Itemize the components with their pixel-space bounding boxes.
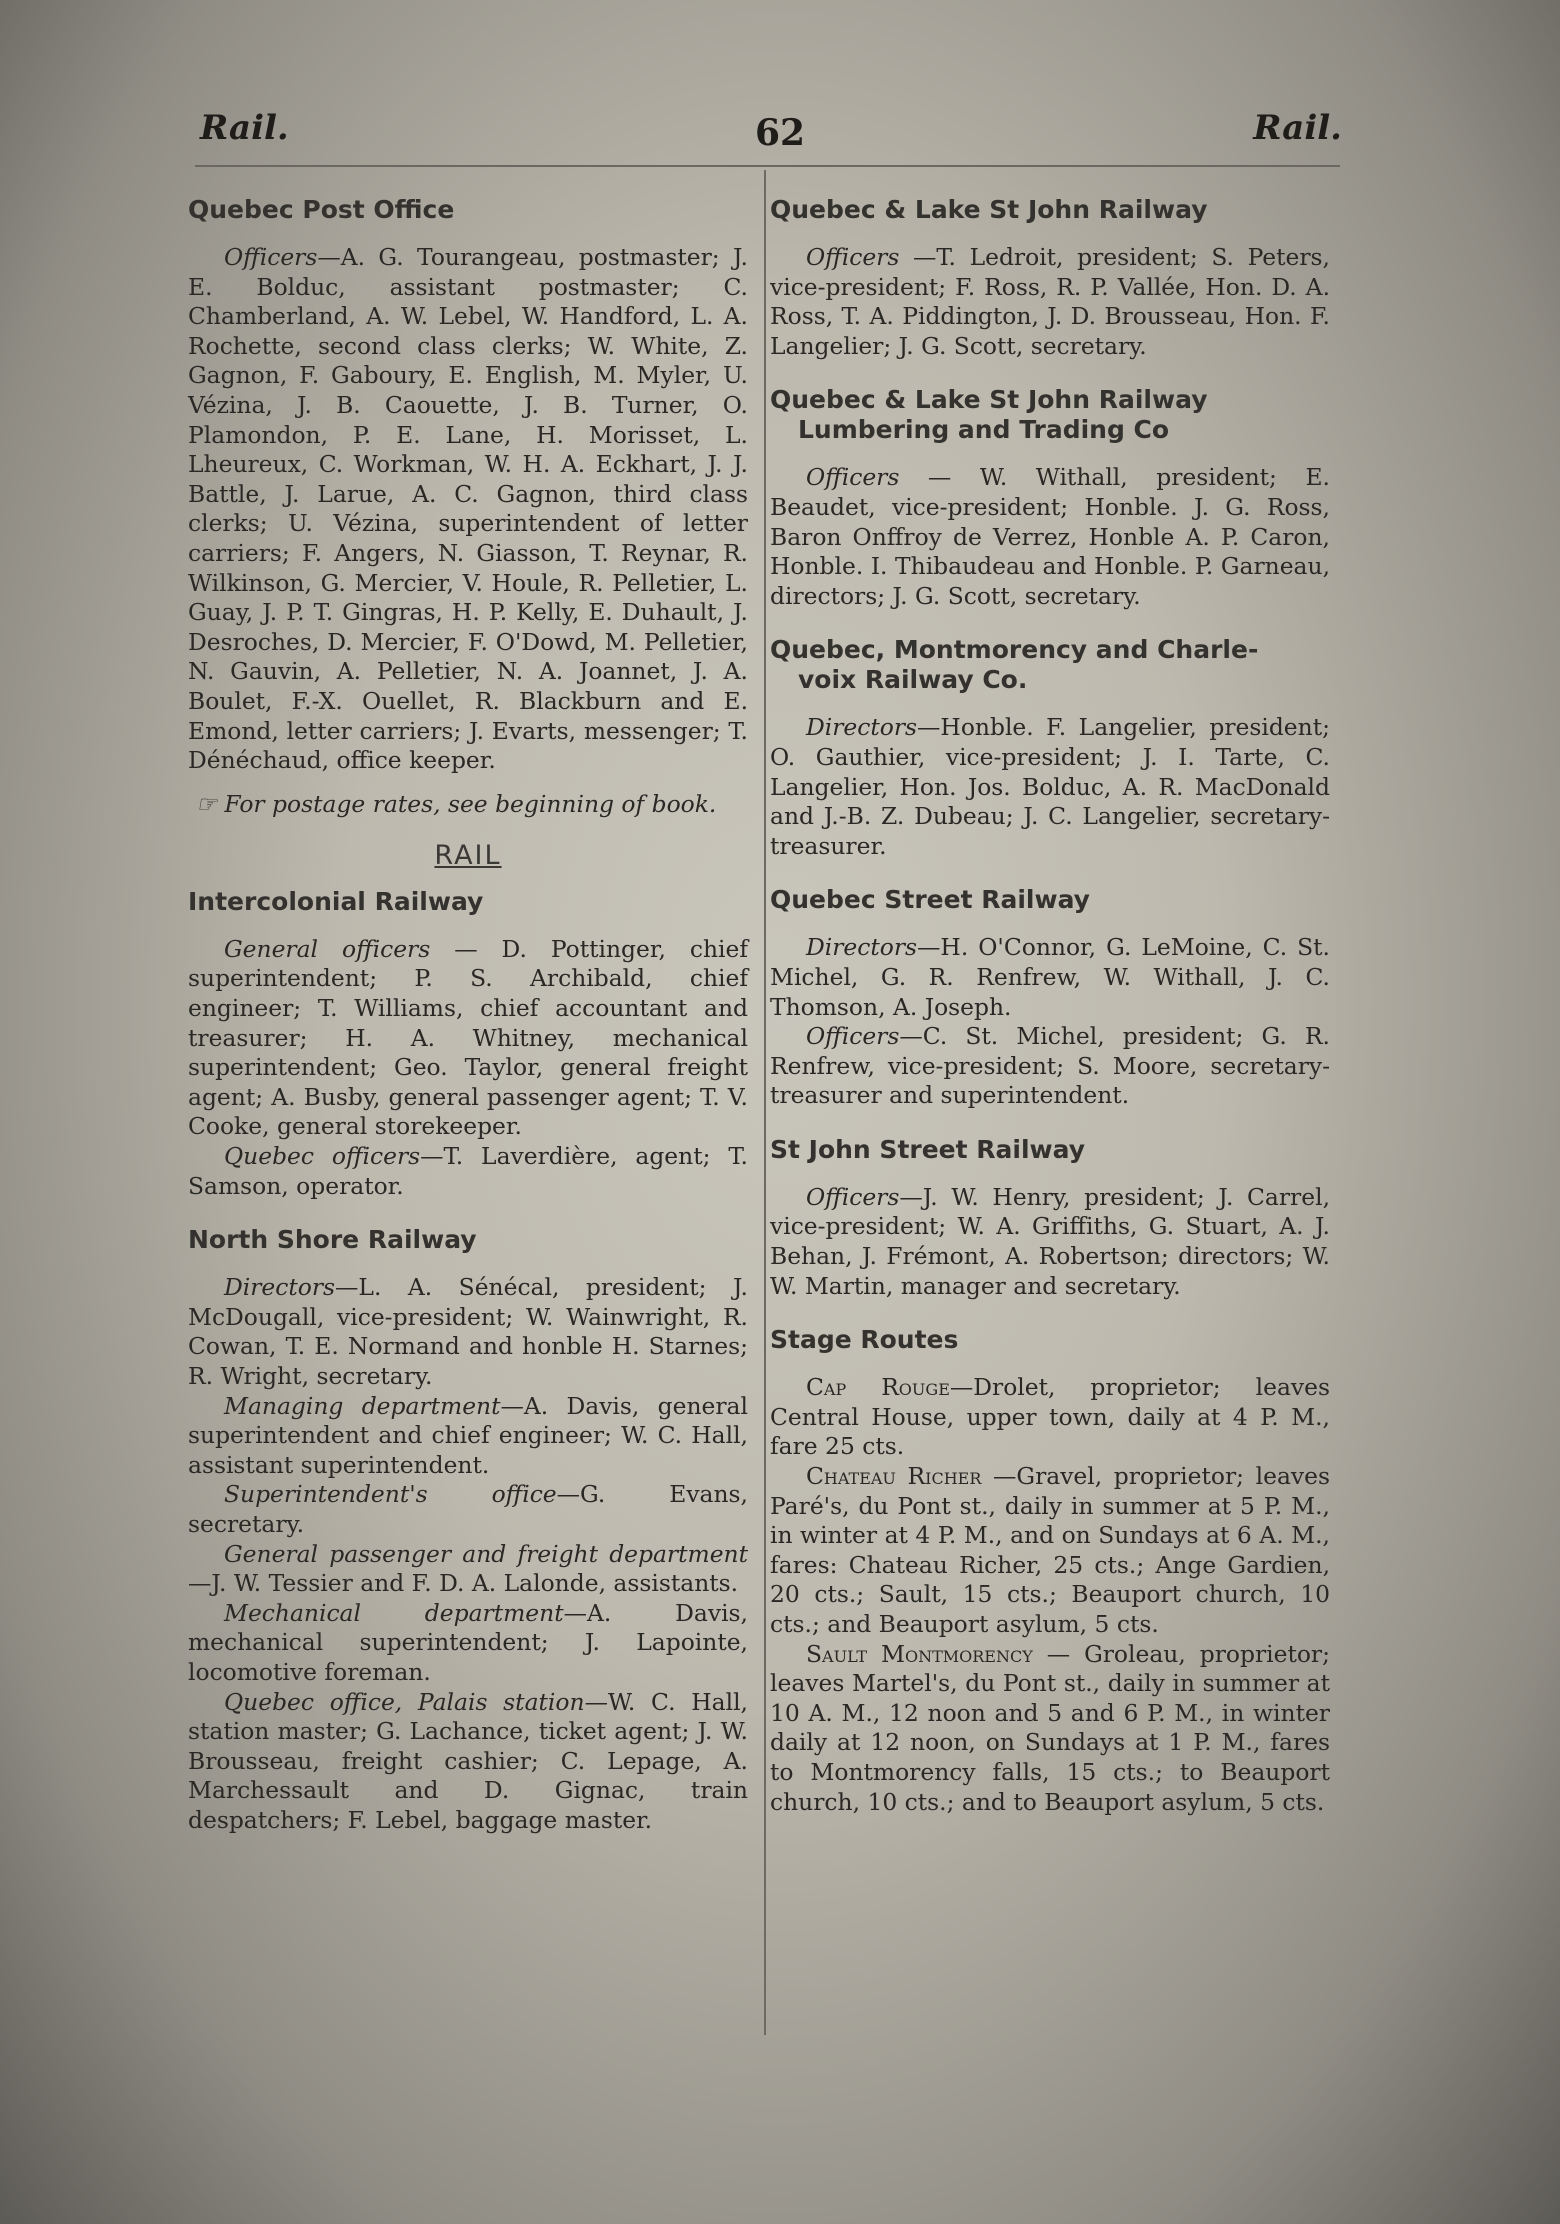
postage-note: ☞ For postage rates, see beginning of book.	[196, 789, 717, 818]
entry-paragraph	[770, 463, 1330, 611]
entry-paragraph	[770, 933, 1330, 1022]
entry-label: Quebec officers	[224, 1142, 421, 1171]
entry-paragraph	[188, 1392, 748, 1481]
entry-text: —T. Laverdière, agent; T. Samson, operator.	[188, 1142, 748, 1200]
entry-text: —A. G. Tourangeau, postmaster; J. E. Bolduc, assistant postmaster; C. Chamberland, A. W. Lebel, W. Handford, L. A. Rochette, second class clerks; W. White, Z. Gagnon, F. Gaboury, E. English, M. Myler, U. Vézina, J. B. Caouette, J. B. Turner, O. Plamondon, P. E. Lane, H. Morisset, L. Lheureux, C. Workman, W. H. A. Eckhart, J. J. Battle, J. Larue, A. C. Gagnon, third class clerks; U. Vézina, superintendent of letter carriers; F. Angers, N. Giasson, T. Reynar, R. Wilkinson, G. Mercier, V. Houle, R. Pelletier, L. Guay, J. P. T. Gingras, H. P. Kelly, E. Duhault, J. Desroches, D. Mercier, F. O'Dowd, M. Pelletier, N. Gauvin, A. Pelletier, N. A. Joannet, J. A. Boulet, F.-X. Ouellet, R. Blackburn and E. Emond, letter carriers; J. Evarts, messenger; T. Dénéchaud, office keeper.	[188, 243, 748, 775]
entry-paragraph	[770, 243, 1330, 361]
entry-text: —A. Davis, general superintendent and chief engineer; W. C. Hall, assistant superintendent.	[188, 1391, 748, 1479]
entry-label: Sault Montmorency	[806, 1639, 1033, 1668]
section-heading: St John Street Railway	[770, 1134, 1086, 1164]
section-heading: Quebec Post Office	[188, 195, 455, 224]
entry-paragraph	[770, 1022, 1330, 1111]
entry-label: Managing department	[224, 1391, 501, 1420]
section-heading-continued: Lumbering and Trading Co	[798, 415, 1170, 445]
entry-text: —Honble. F. Langelier, president; O. Gauthier, vice-president; J. I. Tarte, C. Langelier, Hon. Jos. Bolduc, A. R. MacDonald and J.-B. Z. Dubeau; J. C. Langelier, secretary-treasurer.	[770, 713, 1330, 860]
entry-label: Cap Rouge	[806, 1373, 950, 1402]
entry-label: Superintendent's office	[224, 1480, 557, 1509]
entry-label: Chateau Richer	[806, 1462, 982, 1491]
entry-text: —H. O'Connor, G. LeMoine, C. St. Michel, G. R. Renfrew, W. Withall, J. C. Thomson, A. Joseph.	[770, 933, 1330, 1021]
section-heading: Quebec & Lake St John Railway	[770, 385, 1208, 415]
right-column	[770, 185, 1330, 1817]
column-divider	[764, 170, 766, 2035]
entry-label: Officers	[806, 463, 900, 492]
entry-paragraph	[188, 1540, 748, 1599]
entry-text: —T. Ledroit, president; S. Peters, vice-president; F. Ross, R. P. Vallée, Hon. D. A. Ross, T. A. Piddington, J. D. Brousseau, Hon. F. Langelier; J. G. Scott, secretary.	[770, 243, 1330, 360]
entry-label: Officers	[806, 1182, 900, 1211]
section-heading: Quebec & Lake St John Railway	[770, 195, 1208, 224]
entry-label: Directors	[806, 713, 918, 742]
page-number: 62	[754, 112, 806, 154]
entry-text: — D. Pottinger, chief superintendent; P. S. Archibald, chief engineer; T. Williams, chief accountant and treasurer; H. A. Whitney, mechanical superintendent; Geo. Taylor, general freight agent; A. Busby, general passenger agent; T. V. Cooke, general storekeeper.	[188, 934, 748, 1141]
entry-label: Directors	[806, 933, 918, 962]
entry-paragraph	[770, 1183, 1330, 1301]
section-heading: North Shore Railway	[188, 1225, 477, 1255]
entry-text: —A. Davis, mechanical superintendent; J. Lapointe, locomotive foreman.	[188, 1598, 748, 1686]
entry-paragraph	[770, 1462, 1330, 1640]
section-heading: Stage Routes	[770, 1325, 959, 1355]
entry-paragraph	[770, 713, 1330, 861]
rail-heading: RAIL	[434, 840, 502, 872]
section-heading-continued: voix Railway Co.	[798, 665, 1028, 695]
entry-text: —J. W. Henry, president; J. Carrel, vice-president; W. A. Griffiths, G. Stuart, A. J. Behan, J. Frémont, A. Robertson; directors; W. W. Martin, manager and secretary.	[770, 1182, 1330, 1300]
entry-text: —W. C. Hall, station master; G. Lachance, ticket agent; J. W. Brousseau, freight cashier; C. Lepage, A. Marchessault and D. Gignac, train despatchers; F. Lebel, baggage master.	[188, 1687, 748, 1834]
entry-label: General officers	[224, 934, 431, 963]
left-column	[188, 185, 748, 1836]
entry-label: Officers	[806, 243, 900, 271]
entry-paragraph	[188, 1688, 748, 1836]
entry-label: Mechanical department	[224, 1598, 564, 1627]
entry-label: Officers	[806, 1022, 900, 1051]
running-head-left: Rail.	[200, 108, 289, 148]
entry-paragraph	[188, 1142, 748, 1201]
entry-text: —Gravel, proprietor; leaves Paré's, du Pont st., daily in summer at 5 P. M., in winter at 4 P. M., and on Sundays at 6 A. M., fares: Chateau Richer, 25 cts.; Ange Gardien, 20 cts.; Sault, 15 cts.; Beauport church, 10 cts.; and Beauport asylum, 5 cts.	[770, 1462, 1330, 1638]
entry-text: — W. Withall, president; E. Beaudet, vice-president; Honble. J. G. Ross, Baron Onffroy de Verrez, Honble A. P. Caron, Honble. I. Thibaudeau and Honble. P. Garneau, directors; J. G. Scott, secretary.	[770, 463, 1330, 610]
entry-paragraph	[188, 1480, 748, 1539]
entry-text: —G. Evans, secretary.	[188, 1480, 748, 1538]
entry-label: Directors	[224, 1273, 336, 1302]
section-heading: Intercolonial Railway	[188, 886, 484, 916]
entry-text: —Drolet, proprietor; leaves Central House, upper town, daily at 4 P. M., fare 25 cts.	[770, 1373, 1330, 1461]
entry-paragraph	[188, 1599, 748, 1688]
entry-paragraph	[188, 935, 748, 1142]
section-heading: Quebec Street Railway	[770, 885, 1090, 915]
entry-text: —C. St. Michel, president; G. R. Renfrew, vice-president; S. Moore, secretary-treasurer and superintendent.	[770, 1022, 1330, 1110]
section-heading: Quebec, Montmorency and Charle-	[770, 635, 1259, 665]
entry-paragraph	[188, 1273, 748, 1391]
entry-label: Quebec office, Palais station	[224, 1687, 585, 1716]
entry-label: General passenger and freight department	[224, 1539, 748, 1568]
entry-text: —L. A. Sénécal, president; J. McDougall, vice-president; W. Wainwright, R. Cowan, T. E. Normand and honble H. Starnes; R. Wright, secretary.	[188, 1273, 748, 1390]
entry-paragraph	[770, 1373, 1330, 1462]
running-head-right: Rail.	[1253, 108, 1342, 148]
entry-text: —J. W. Tessier and F. D. A. Lalonde, assistants.	[188, 1569, 739, 1598]
header-rule	[195, 165, 1340, 167]
entry-paragraph	[770, 1640, 1330, 1818]
entry-paragraph	[188, 243, 748, 776]
entry-text: — Groleau, proprietor; leaves Martel's, du Pont st., daily in summer at 10 A. M., 12 noon and 5 and 6 P. M., in winter daily at 12 noon, on Sundays at 1 P. M., fares to Montmorency falls, 15 cts.; to Beauport church, 10 cts.; and to Beauport asylum, 5 cts.	[770, 1639, 1330, 1816]
entry-label: Officers	[224, 243, 318, 271]
